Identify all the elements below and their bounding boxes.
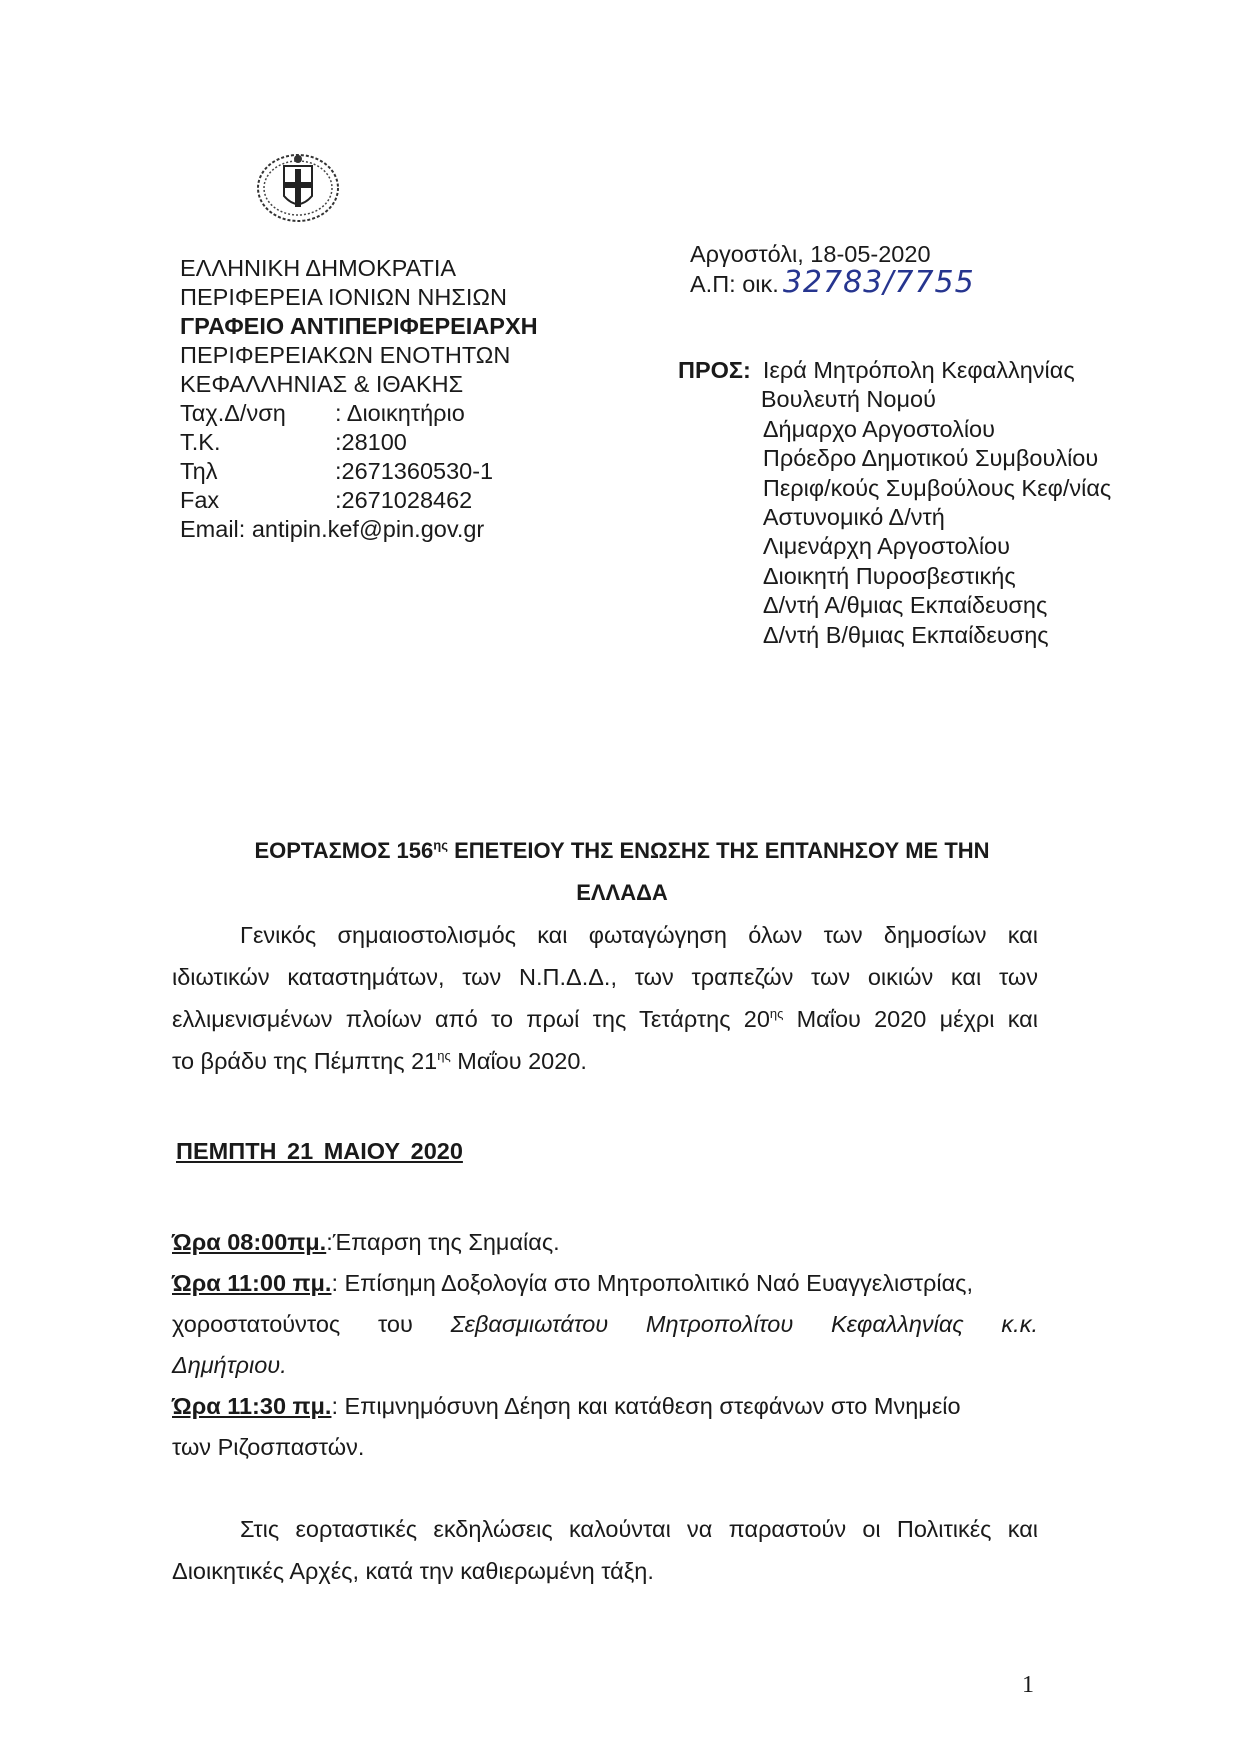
protocol-line [690, 265, 975, 300]
intro-line-2: ιδιωτικών καταστημάτων, των Ν.Π.Δ.Δ., των τραπεζών των οικιών και των [172, 964, 1038, 990]
address-row [180, 399, 538, 428]
recipient-item: Βουλευτή Νομού [760, 386, 936, 413]
recipients-label: ΠΡΟΣ: [678, 357, 751, 383]
postal-value: :28100 [335, 429, 407, 455]
event-doxology-line-2: χοροστατούντος του Σεβασμιωτάτου Μητροπολίτου Κεφαλληνίας κ.κ. [172, 1311, 1038, 1337]
fax-value: :2671028462 [335, 487, 473, 513]
closing-line-1: Στις εορταστικές εκδηλώσεις καλούνται να παραστούν οι Πολιτικές και [240, 1516, 1038, 1542]
event-memorial: Ώρα 11:30 πμ.: Επιμνημόσυνη Δέηση και κατάθεση στεφάνων στο Μνημείο [172, 1393, 961, 1419]
recipient-item: Αστυνομικό Δ/ντή [762, 504, 945, 531]
address-value: : Διοικητήριο [335, 400, 465, 426]
page-number: 1 [1022, 1672, 1034, 1698]
document-date: Αργοστόλι, 18-05-2020 [690, 241, 931, 267]
recipient-item: Πρόεδρο Δημοτικού Συμβουλίου [762, 445, 1099, 472]
greek-emblem-icon [254, 150, 342, 224]
intro-line-1: Γενικός σημαιοστολισμός και φωταγώγηση όλων των δημοσίων και [240, 922, 1038, 948]
intro-line-3: ελλιμενισμένων πλοίων από το πρωί της Τετάρτης $20^{\eta\varsigma}$ Μαΐου 2020 μέχρι και [172, 1006, 1038, 1032]
day-heading: ΠΕΜΠΤΗ 21 ΜΑΙΟΥ 2020 [176, 1138, 463, 1164]
sender-header [180, 254, 538, 544]
recipient-item: Περιφ/κούς Συμβούλους Κεφ/νίας [762, 474, 1112, 501]
postal-row [180, 428, 538, 457]
title-part-1: ΕΟΡΤΑΣΜΟΣ 156 [254, 838, 434, 863]
protocol-label: Α.Π: οικ. [690, 271, 779, 297]
phone-value: :2671360530-1 [335, 458, 494, 484]
document-title [172, 838, 1072, 864]
postal-label: Τ.Κ. [180, 429, 221, 455]
title-ordinal: ης [433, 837, 448, 853]
recipient-item: Δήμαρχο Αργοστολίου [762, 415, 995, 442]
phone-label: Τηλ [180, 458, 218, 484]
recipient-item: Δ/ντή Α/θμιας Εκπαίδευσης [762, 592, 1048, 619]
recipient-item: Λιμενάρχη Αργοστολίου [762, 533, 1010, 560]
fax-label: Fax [180, 487, 220, 513]
address-label: Ταχ.Δ/νση [180, 400, 286, 426]
event-flag-raising: Ώρα 08:00πμ.:Έπαρση της Σημαίας. [172, 1229, 560, 1255]
recipients-block [678, 356, 1111, 650]
document-title-line-2: ΕΛΛΑΔΑ [576, 880, 668, 905]
intro-line-4: το βράδυ της Πέμπτης $21^{\eta\varsigma}$ Μαΐου 2020. [172, 1048, 587, 1074]
closing-line-2: Διοικητικές Αρχές, κατά την καθιερωμένη τάξη. [172, 1558, 654, 1584]
recipient-item: Δ/ντή Β/θμιας Εκπαίδευσης [762, 621, 1049, 648]
email-line: Email: antipin.kef@pin.gov.gr [180, 516, 485, 542]
closing-paragraph [172, 1508, 1038, 1592]
intro-paragraph [172, 914, 1038, 1082]
office-unit: ΠΕΡΙΦΕΡΕΙΑΚΩΝ ΕΝΟΤΗΤΩΝ [180, 342, 511, 368]
protocol-number-handwritten: 32783/7755 [782, 265, 975, 300]
office-area: ΚΕΦΑΛΛΗΝΙΑΣ & ΙΘΑΚΗΣ [180, 371, 464, 397]
date-protocol-block [690, 240, 975, 298]
events-list [172, 1222, 1038, 1468]
phone-row [180, 457, 538, 486]
recipient-item: Διοικητή Πυροσβεστικής [762, 562, 1016, 589]
country-name: ΕΛΛΗΝΙΚΗ ΔΗΜΟΚΡΑΤΙΑ [180, 255, 457, 281]
event-doxology-line-3: Δημήτριου. [172, 1352, 287, 1378]
event-doxology: Ώρα 11:00 πμ.: Επίσημη Δοξολογία στο Μητροπολιτικό Ναό Ευαγγελιστρίας, [172, 1270, 974, 1296]
fax-row [180, 486, 538, 515]
event-memorial-line-2: των Ριζοσπαστών. [172, 1434, 365, 1460]
office-name: ΓΡΑΦΕΙΟ ΑΝΤΙΠΕΡΙΦΕΡΕΙΑΡΧΗ [180, 313, 538, 339]
region-name: ΠΕΡΙΦΕΡΕΙΑ ΙΟΝΙΩΝ ΝΗΣΙΩΝ [180, 284, 507, 310]
recipient-item: Ιερά Μητρόπολη Κεφαλληνίας [762, 357, 1075, 383]
recipients-list [760, 356, 1112, 650]
title-part-2: ΕΠΕΤΕΙΟΥ ΤΗΣ ΕΝΩΣΗΣ ΤΗΣ ΕΠΤΑΝΗΣΟΥ ΜΕ ΤΗΝ [447, 838, 990, 863]
